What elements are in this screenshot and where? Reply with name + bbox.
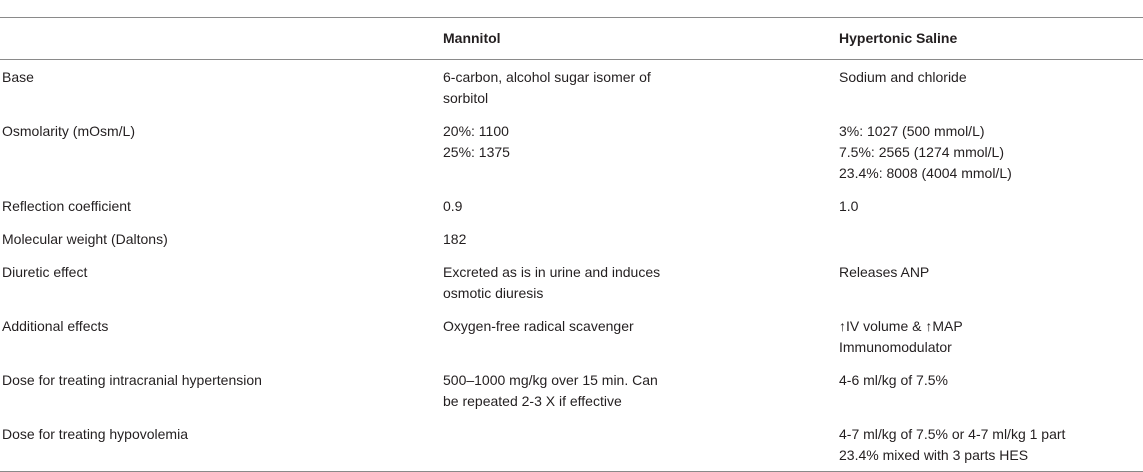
header-hypertonic-saline: Hypertonic Saline	[839, 30, 958, 46]
table-row	[0, 60, 1143, 115]
table-header	[0, 18, 1143, 60]
mannitol-cell	[443, 363, 839, 417]
row-label: Molecular weight (Daltons)	[2, 231, 168, 247]
header-blank	[0, 18, 443, 60]
table-body	[0, 60, 1143, 472]
hypertonic-saline-cell	[839, 189, 1143, 222]
mannitol-cell	[443, 222, 839, 255]
cell-line: ↑IV volume & ↑MAP	[839, 318, 963, 334]
cell-line: 6-carbon, alcohol sugar isomer of	[443, 69, 651, 85]
header-mannitol: Mannitol	[443, 30, 501, 46]
mannitol-cell	[443, 189, 839, 222]
cell-line: Releases ANP	[839, 264, 930, 280]
cell-line: 500–1000 mg/kg over 15 min. Can	[443, 372, 658, 388]
hypertonic-saline-cell	[839, 363, 1143, 417]
cell-line: 25%: 1375	[443, 144, 510, 160]
mannitol-cell	[443, 255, 839, 309]
cell-line: Excreted as is in urine and induces	[443, 264, 661, 280]
cell-line: 3%: 1027 (500 mmol/L)	[839, 123, 985, 139]
cell-line: 0.9	[443, 198, 463, 214]
header-row	[0, 18, 1143, 60]
mannitol-cell	[443, 114, 839, 189]
table-row	[0, 309, 1143, 363]
table-row	[0, 189, 1143, 222]
row-label: Base	[2, 69, 34, 85]
table-row	[0, 363, 1143, 417]
comparison-table	[0, 17, 1143, 472]
cell-line: be repeated 2-3 X if effective	[443, 393, 622, 409]
hypertonic-saline-cell	[839, 114, 1143, 189]
cell-line: 23.4% mixed with 3 parts HES	[839, 447, 1029, 463]
cell-line: 7.5%: 2565 (1274 mmol/L)	[839, 144, 1004, 160]
hypertonic-saline-cell	[839, 309, 1143, 363]
cell-line: osmotic diuresis	[443, 285, 544, 301]
mannitol-cell	[443, 60, 839, 115]
cell-line	[839, 229, 1143, 250]
row-label: Diuretic effect	[2, 264, 88, 280]
cell-line: Oxygen-free radical scavenger	[443, 318, 634, 334]
row-label: Osmolarity (mOsm/L)	[2, 123, 135, 139]
cell-line: 182	[443, 231, 467, 247]
cell-line: 4-6 ml/kg of 7.5%	[839, 372, 948, 388]
hypertonic-saline-cell	[839, 417, 1143, 472]
hypertonic-saline-cell	[839, 255, 1143, 309]
row-label: Reflection coefficient	[2, 198, 131, 214]
mannitol-cell	[443, 309, 839, 363]
table-row	[0, 255, 1143, 309]
row-label: Additional effects	[2, 318, 109, 334]
cell-line: 23.4%: 8008 (4004 mmol/L)	[839, 165, 1012, 181]
table-row	[0, 222, 1143, 255]
hypertonic-saline-cell	[839, 222, 1143, 255]
mannitol-cell	[443, 417, 839, 472]
cell-line	[443, 424, 839, 445]
cell-line: 4-7 ml/kg of 7.5% or 4-7 ml/kg 1 part	[839, 426, 1066, 442]
row-label: Dose for treating intracranial hypertension	[2, 372, 262, 388]
table-row	[0, 417, 1143, 472]
cell-line: Immunomodulator	[839, 339, 952, 355]
table-row	[0, 114, 1143, 189]
row-label: Dose for treating hypovolemia	[2, 426, 188, 442]
cell-line: 20%: 1100	[443, 123, 509, 139]
cell-line: Sodium and chloride	[839, 69, 967, 85]
cell-line: 1.0	[839, 198, 859, 214]
hypertonic-saline-cell	[839, 60, 1143, 115]
cell-line: sorbitol	[443, 90, 489, 106]
